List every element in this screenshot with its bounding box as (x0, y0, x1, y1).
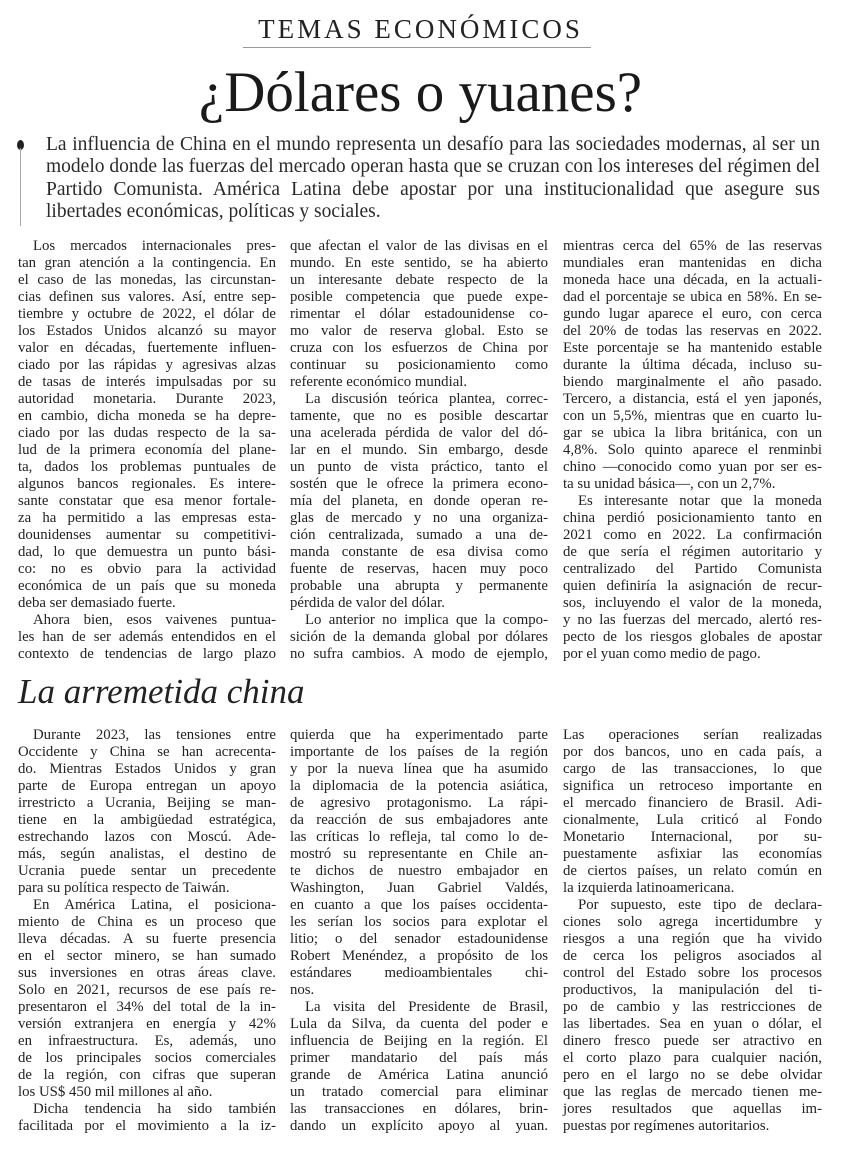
text-line: litio; o del senador estadounidense (290, 931, 548, 947)
paragraph (290, 612, 548, 663)
text-line: versión extranjera en energía y 42% (18, 1016, 276, 1032)
text-line: gundo lugar aparece el euro, con cerca (563, 306, 822, 322)
paragraph (18, 897, 276, 1101)
paragraph (563, 493, 822, 663)
text-line: de agresivo protagonismo. La rápi- (290, 795, 548, 811)
text-line: del 20% de todas las reservas en 2022. (563, 323, 822, 339)
text-line: chino —conocido como yuan por ser es- (563, 459, 822, 475)
paragraph (290, 727, 548, 999)
text-line: Tercero, a distancia, está el yen japonés, (563, 391, 822, 407)
text-line: mundiales eran mantenidas en dicha (563, 255, 822, 271)
text-line: irrestricto a Ucrania, Beijing se man- (18, 795, 276, 811)
text-line: Ucrania puede sentar un precedente (18, 863, 276, 879)
text-line: dounidenses aumentar su competitivi- (18, 527, 276, 543)
text-line: dad, lo que demuestra un punto bási- (18, 544, 276, 560)
text-line: autoridad monetaria. Durante 2023, (18, 391, 276, 407)
text-line: za ha permitido a las empresas esta- (18, 510, 276, 526)
text-line: les serían los socios para explotar el (290, 914, 548, 930)
text-line: probable una abrupta y permanente (290, 578, 548, 594)
text-line: dinero fresco puede ser atractivo en (563, 1033, 822, 1049)
paragraph (290, 238, 548, 391)
text-line: productivos, la manipulación del ti- (563, 982, 822, 998)
text-line: tiene en la ambigüedad estratégica, (18, 812, 276, 828)
text-line: sición de la demanda global por dólares (290, 629, 548, 645)
text-line: Lo anterior no implica que la compo- (305, 612, 548, 628)
text-line: de ciertos países, un relato común en (563, 863, 822, 879)
text-line: por dos bancos, uno en cada país, a (563, 744, 822, 760)
text-line: continuar su posicionamiento como (290, 357, 548, 373)
text-line: la diplomacia de la potencia asiática, (290, 778, 548, 794)
text-line: 2021 como en 2022. La confirmación (563, 527, 822, 543)
article-deck (46, 134, 820, 223)
text-line: los US$ 450 mil millones al año. (18, 1084, 213, 1100)
text-line: ciado por las dudas respecto de la sa- (18, 425, 276, 441)
text-line: una acelerada pérdida de valor del dó- (290, 425, 548, 441)
article-title: ¿Dólares o yuanes? (198, 61, 643, 124)
paragraph (290, 391, 548, 612)
text-line: manda constante de esa divisa como (290, 544, 548, 560)
text-line: china perdió posicionamiento tanto en (563, 510, 822, 526)
text-line: primer mandatario del país más (290, 1050, 548, 1066)
text-line: Occidente y China se han acrecenta- (18, 744, 276, 760)
text-line: facilitada por el movimiento a la iz- (18, 1118, 276, 1134)
text-line: les han de ser además entendidos en el (18, 629, 276, 645)
text-line: puestas por regímenes autoritarios. (563, 1118, 770, 1134)
text-line: po de cambio y las restricciones de (563, 999, 822, 1015)
text-line: mundo. En este sentido, se ha abierto (290, 255, 548, 271)
text-line: quien definiría la asignación de recur- (563, 578, 822, 594)
text-line: Este porcentaje se ha mantenido estable (563, 340, 822, 356)
paragraph (18, 1101, 276, 1135)
text-line: influencia de Beijing en la región. El (290, 1033, 548, 1049)
text-line: control del Estado sobre los procesos (563, 965, 822, 981)
text-line: un punto de vista práctico, tanto el (290, 459, 548, 475)
text-line: centralizado del Partido Comunista (563, 561, 822, 577)
deck-line: libertades económicas, políticas y sociales. (46, 200, 381, 222)
text-line: Las operaciones serían realizadas (563, 727, 822, 743)
text-line: tamente, que no es posible descartar (290, 408, 548, 424)
text-line: grande de América Latina anunció (290, 1067, 548, 1083)
text-line: da reacción de sus embajadores ante (290, 812, 548, 828)
text-line: La visita del Presidente de Brasil, (305, 999, 548, 1015)
deck-line: Partido Comunista. América Latina debe apostar por una institucionalidad que asegure sus (46, 178, 820, 200)
text-line: que afectan el valor de las divisas en el (290, 238, 548, 254)
text-line: miento de China es un proceso que (18, 914, 276, 930)
text-line: sante constatar que esa menor fortale- (18, 493, 276, 509)
text-line: ta, dados los problemas puntuales de (18, 459, 276, 475)
section1-column-1 (18, 238, 276, 663)
text-line: fuente de reservas, hacen muy poco (290, 561, 548, 577)
section2-column-1 (18, 727, 276, 1135)
text-line: mía del planeta, en donde operan re- (290, 493, 548, 509)
section1-column-2 (290, 238, 548, 663)
text-line: los Estados Unidos alcanzó su mayor (18, 323, 276, 339)
text-line: para su política respecto de Taiwán. (18, 880, 230, 896)
text-line: nos. (290, 982, 315, 998)
text-line: en cuanto a que los países occidenta- (290, 897, 548, 913)
text-line: Washington, Juan Gabriel Valdés, (290, 880, 548, 896)
text-line: glas de mercado y no una organiza- (290, 510, 548, 526)
text-line: valor en décadas, fuertemente influen- (18, 340, 276, 356)
text-line: tiembre y octubre de 2022, el dólar de (18, 306, 276, 322)
text-line: la izquierda latinoamericana. (563, 880, 735, 896)
text-line: en cambio, dicha moneda se ha depre- (18, 408, 276, 424)
text-line: de que sería el régimen autoritario y (563, 544, 822, 560)
text-line: durante la última década, incluso su- (563, 357, 822, 373)
text-line: presentaron el 34% del total de la in- (18, 999, 276, 1015)
text-line: jores resultados que aquellas im- (563, 1101, 822, 1117)
paragraph (563, 897, 822, 1135)
text-line: por el yuan como medio de pago. (563, 646, 761, 662)
paragraph (563, 238, 822, 493)
text-line: lleva décadas. A su fuerte presencia (18, 931, 276, 947)
text-line: el corto plazo para cualquier nación, (563, 1050, 822, 1066)
text-line: un tratado comercial para eliminar (290, 1084, 548, 1100)
text-line: gar se ubica la libra británica, con un (563, 425, 822, 441)
paragraph (563, 727, 822, 897)
text-line: Robert Menéndez, a propósito de los (290, 948, 548, 964)
deck-line: modelo donde las fuerzas del mercado operan hasta que se cruzan con los intereses del régimen del (46, 156, 820, 178)
paragraph (290, 999, 548, 1135)
text-line: posible competencia que puede expe- (290, 289, 548, 305)
text-line: dad el porcentaje se ubica en 58%. En se- (563, 289, 822, 305)
text-line: La discusión teórica plantea, correc- (305, 391, 548, 407)
text-line: Por supuesto, este tipo de declara- (578, 897, 822, 913)
paragraph (18, 727, 276, 897)
section2-column-2 (290, 727, 548, 1135)
text-line: lud de la primera economía del plane- (18, 442, 276, 458)
text-line: cionalmente, Lula criticó al Fondo (563, 812, 822, 828)
text-line: 4,8%. Solo quinto aparece el renminbi (563, 442, 822, 458)
text-line: en infraestructura. Es, además, uno (18, 1033, 276, 1049)
text-line: deba ser demasiado fuerte. (18, 595, 176, 611)
text-line: sostén que le ofrece la primera econo- (290, 476, 548, 492)
text-line: estándares medioambientales chi- (290, 965, 548, 981)
text-line: pero en el largo no se debe olvidar (563, 1067, 822, 1083)
text-line: cias definen sus valores. Así, entre sep- (18, 289, 276, 305)
text-line: de tasas de interés impulsadas por su (18, 374, 276, 390)
text-line: cruza con los esfuerzos de China por (290, 340, 548, 356)
text-line: moneda hace una década, en la actuali- (563, 272, 822, 288)
text-line: lar en el mundo. Sin embargo, desde (290, 442, 548, 458)
section-kicker: TEMAS ECONÓMICOS (258, 14, 583, 44)
deck-line: La influencia de China en el mundo representa un desafío para las sociedades modernas, al ser un (46, 134, 820, 155)
text-line: ciado por las rápidas y agresivas alzas (18, 357, 276, 373)
text-line: y no las fuerzas del mercado, alertó res- (563, 612, 822, 628)
text-line: Solo en 2021, recursos de ese país re- (18, 982, 276, 998)
text-line: pérdida de valor del dólar. (290, 595, 445, 611)
text-line: más, según analistas, el destino de (18, 846, 276, 862)
text-line: quierda que ha experimentado parte (290, 727, 548, 743)
text-line: significa un retroceso importante en (563, 778, 822, 794)
text-line: las transacciones en dólares, brin- (290, 1101, 548, 1117)
text-line: Ahora bien, esos vaivenes puntua- (33, 612, 276, 628)
text-line: En América Latina, el posiciona- (33, 897, 276, 913)
text-line: mo valor de reserva global. Esto se (290, 323, 548, 339)
text-line: ciones solo agrega incertidumbre y (563, 914, 822, 930)
text-line: el mercado financiero de Brasil. Adi- (563, 795, 822, 811)
text-line: dando un explícito apoyo al yuan. (290, 1118, 548, 1134)
text-line: te dichos de nuestro embajador en (290, 863, 548, 879)
text-line: sus inversiones en otras áreas clave. (18, 965, 276, 981)
section2-column-3 (563, 727, 822, 1135)
text-line: el caso de las monedas, las circunstan- (18, 272, 276, 288)
paragraph (18, 612, 276, 663)
text-line: Lula da Silva, da cuenta del poder e (290, 1016, 548, 1032)
text-line: biendo marginalmente el año pasado. (563, 374, 822, 390)
text-line: Los mercados internacionales pres- (33, 238, 276, 254)
kicker-rule (243, 47, 591, 48)
text-line: de cerca los peligros asociados al (563, 948, 822, 964)
text-line: económica de un país que su moneda (18, 578, 276, 594)
text-line: las críticas lo refleja, tal como lo de- (290, 829, 548, 845)
text-line: Dicha tendencia ha sido también (33, 1101, 276, 1117)
text-line: puestamente asfixiar las economías (563, 846, 822, 862)
text-line: importante de los países de la región (290, 744, 548, 760)
section-heading: La arremetida china (18, 672, 305, 711)
text-line: referente económico mundial. (290, 374, 468, 390)
paragraph (18, 238, 276, 612)
text-line: cargo de las transacciones, lo que (563, 761, 822, 777)
text-line: Durante 2023, las tensiones entre (33, 727, 276, 743)
text-line: no sufra cambios. A modo de ejemplo, (290, 646, 548, 662)
section1-column-3 (563, 238, 822, 663)
text-line: do. Mientras Estados Unidos y gran (18, 761, 276, 777)
deck-rule (20, 148, 21, 226)
text-line: ta su unidad básica—, con un 2,7%. (563, 476, 776, 492)
text-line: y por la nueva línea que ha asumido (290, 761, 548, 777)
text-line: Monetario Internacional, por su- (563, 829, 822, 845)
text-line: algunos bancos regionales. Es intere- (18, 476, 276, 492)
text-line: co: no es obvio para la actividad (18, 561, 276, 577)
text-line: que las reglas de mercado tienen me- (563, 1084, 822, 1100)
text-line: las libertades. Sea en yuan o dólar, el (563, 1016, 822, 1032)
text-line: tan gran atención a la contingencia. En (18, 255, 276, 271)
text-line: estrechando lazos con Moscú. Ade- (18, 829, 276, 845)
text-line: mientras cerca del 65% de las reservas (563, 238, 822, 254)
text-line: sos, incluyendo el valor de la moneda, (563, 595, 822, 611)
text-line: contexto de tendencias de largo plazo (18, 646, 276, 662)
text-line: mostró su representante en Chile an- (290, 846, 548, 862)
text-line: riesgos a una región que ha vivido (563, 931, 822, 947)
text-line: con un 5,5%, mientras que en cuarto lu- (563, 408, 822, 424)
text-line: en el sector minero, se han sumado (18, 948, 276, 964)
text-line: rimentar el dólar estadounidense co- (290, 306, 548, 322)
text-line: parte de Europa entregan un apoyo (18, 778, 276, 794)
text-line: un interesante debate respecto de la (290, 272, 548, 288)
text-line: ción centralizada, sumado a una de- (290, 527, 548, 543)
text-line: de los principales socios comerciales (18, 1050, 276, 1066)
text-line: pecto de los riesgos globales de apostar (563, 629, 822, 645)
text-line: de la región, con cifras que superan (18, 1067, 276, 1083)
text-line: Es interesante notar que la moneda (578, 493, 822, 509)
